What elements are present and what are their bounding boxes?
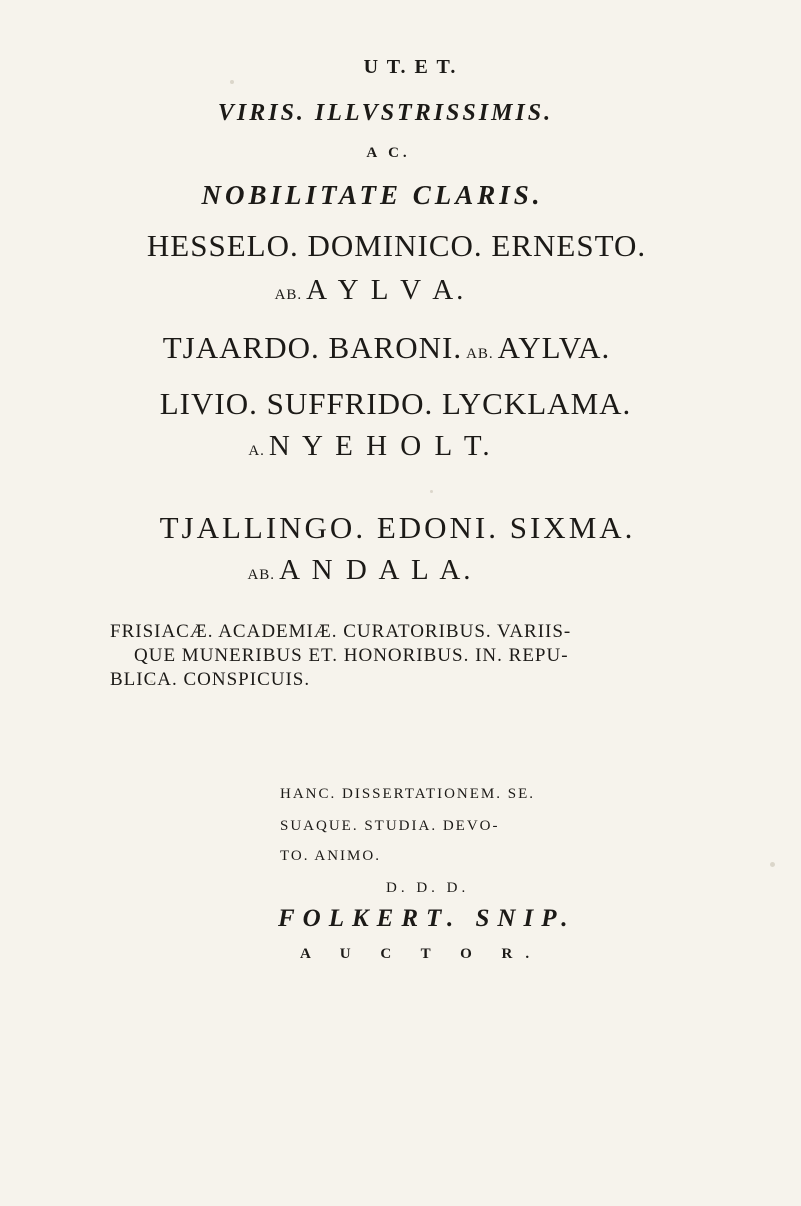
- dedicatee-2-place: AYLVA.: [497, 330, 611, 365]
- dedicatee-3-name: LIVIO. SUFFRIDO. LYCKLAMA.: [159, 386, 632, 421]
- paper-stain: [770, 862, 775, 867]
- title-nobilitate: NOBILITATE CLARIS.: [201, 180, 544, 210]
- dedicatee-4-place-line: [0, 554, 761, 587]
- author-role: A U C T O R.: [300, 946, 543, 962]
- dedicatee-1-place-line: [0, 274, 771, 307]
- paragraph-line-1: FRISIACÆ. ACADEMIÆ. CURATORIBUS. VARIIS-: [110, 621, 572, 642]
- dedicatee-3-prefix: A.: [248, 443, 265, 459]
- dedicatee-2-line: [0, 330, 787, 366]
- dedicatee-4-place: A N D A L A.: [279, 554, 474, 586]
- title-viris: VIRIS. ILLVSTRISSIMIS.: [217, 100, 554, 126]
- curators-paragraph: [110, 620, 710, 692]
- dedication-line-1: HANC. DISSERTATIONEM. SE.: [280, 786, 535, 802]
- dedicatee-1-prefix: AB.: [274, 287, 303, 303]
- dedicatee-3-place-line: [0, 430, 771, 463]
- dedication-line-2: SUAQUE. STUDIA. DEVO-: [280, 818, 500, 834]
- paragraph-line-3: BLICA. CONSPICUIS.: [110, 669, 311, 690]
- dedicatee-2-prefix: AB.: [466, 346, 494, 362]
- title-ac: A C.: [366, 145, 411, 161]
- paper-stain: [430, 490, 433, 493]
- dedication-ddd: D. D. D.: [386, 880, 470, 896]
- dedication-line-3: TO. ANIMO.: [280, 848, 381, 864]
- dedicatee-3-place: N Y E H O L T.: [268, 430, 493, 462]
- dedicatee-4-name: TJALLINGO. EDONI. SIXMA.: [159, 510, 636, 545]
- author-name: FOLKERT. SNIP.: [278, 905, 576, 932]
- header-ut-et: U T. E T.: [363, 56, 458, 78]
- paragraph-line-2: QUE MUNERIBUS ET. HONORIBUS. IN. REPU-: [134, 645, 569, 666]
- dedicatee-2-name: TJAARDO. BARONI.: [162, 330, 463, 365]
- dedicatee-1-name: HESSELO. DOMINICO. ERNESTO.: [146, 228, 647, 263]
- dedicatee-1-place: A Y L V A.: [306, 274, 467, 306]
- dedicatee-4-prefix: AB.: [247, 567, 276, 583]
- paper-stain: [230, 80, 234, 84]
